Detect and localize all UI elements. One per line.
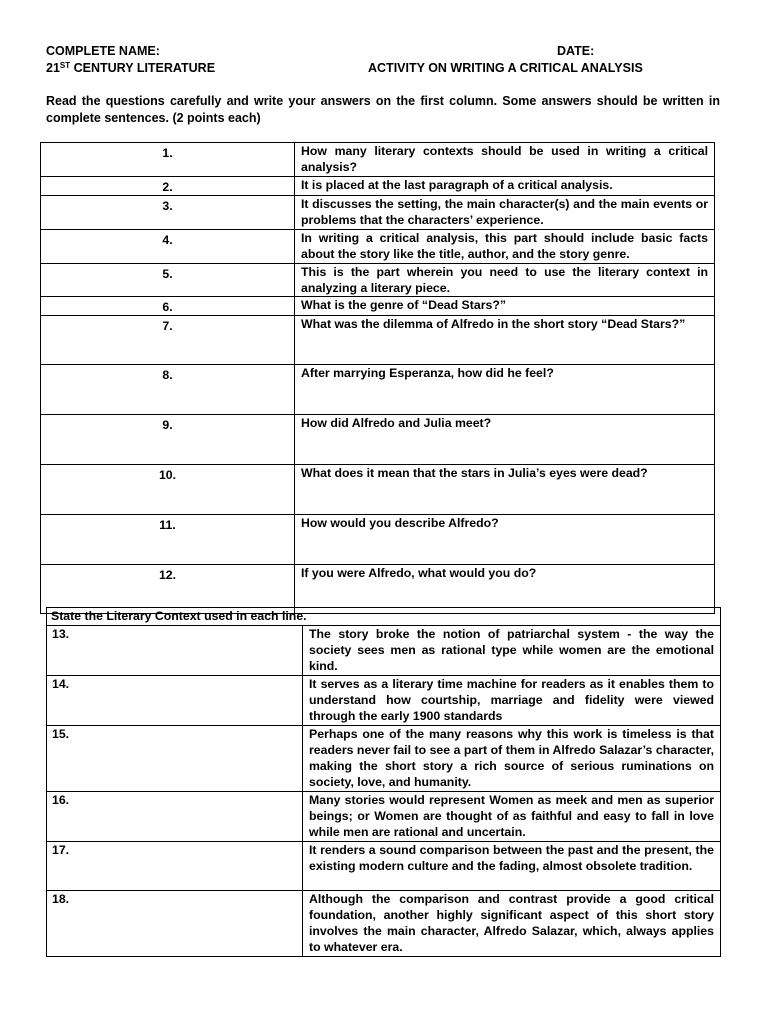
statement-text: Although the comparison and contrast provide a good critical foundation, another highly significant aspect of this short story involves the main character, Alfredo Salazar, which, always applies to whatever era. <box>303 890 721 956</box>
question-text: It is placed at the last paragraph of a critical analysis. <box>295 177 715 196</box>
table-row <box>47 675 721 725</box>
instructions: Read the questions carefully and write your answers on the first column. Some answers should be written in complete sentences. (2 points each) <box>46 94 720 125</box>
table-row <box>41 465 715 515</box>
table-row <box>47 890 721 956</box>
course-superscript: ST <box>59 61 71 70</box>
item-number: 5. <box>41 263 295 296</box>
item-number: 1. <box>41 143 295 177</box>
question-text: This is the part wherein you need to use the literary context in analyzing a literary piece. <box>295 263 715 296</box>
statement-text: Perhaps one of the many reasons why this work is timeless is that readers never fail to see a part of them in Alfredo Salazar’s character, making the short story a rich source of serious ruminations on society, love, and humanity. <box>303 725 721 791</box>
item-number: 4. <box>41 230 295 263</box>
table-row <box>41 196 715 230</box>
item-number: 3. <box>41 196 295 230</box>
item-number: 18. <box>47 890 303 956</box>
section-heading-row <box>47 608 721 626</box>
table-row <box>47 626 721 676</box>
question-text: If you were Alfredo, what would you do? <box>295 565 715 614</box>
question-text: How did Alfredo and Julia meet? <box>295 415 715 465</box>
item-number: 11. <box>41 515 295 565</box>
table-row <box>41 143 715 177</box>
item-number: 17. <box>47 841 303 890</box>
item-number: 2. <box>41 177 295 196</box>
question-text: In writing a critical analysis, this part should include basic facts about the story like the title, author, and the story genre. <box>295 230 715 263</box>
section-heading: State the Literary Context used in each line. <box>47 608 721 626</box>
table-row <box>41 515 715 565</box>
item-number: 16. <box>47 791 303 841</box>
course-title <box>46 61 215 76</box>
table-row <box>47 791 721 841</box>
question-text: After marrying Esperanza, how did he feel? <box>295 365 715 415</box>
item-number: 9. <box>41 415 295 465</box>
date-label: DATE: <box>557 44 595 58</box>
table-row <box>41 316 715 365</box>
table-row <box>41 263 715 296</box>
statement-text: Many stories would represent Women as meek and men as superior beings; or Women are thought of as faithful and easy to fall in love while men are rational and uncertain. <box>303 791 721 841</box>
item-number: 12. <box>41 565 295 614</box>
table-row <box>41 177 715 196</box>
table-row <box>41 415 715 465</box>
statement-text: It serves as a literary time machine for readers as it enables them to understand how courtship, marriage and fidelity were viewed through the early 1900 standards <box>303 675 721 725</box>
table-row <box>47 725 721 791</box>
questions-table-part-1 <box>40 142 715 614</box>
item-number: 14. <box>47 675 303 725</box>
table-row <box>41 365 715 415</box>
question-text: What was the dilemma of Alfredo in the short story “Dead Stars?” <box>295 316 715 365</box>
item-number: 13. <box>47 626 303 676</box>
question-text: What is the genre of “Dead Stars?” <box>295 297 715 316</box>
statement-text: The story broke the notion of patriarchal system - the way the society sees men as rational type while women are the emotional kind. <box>303 626 721 676</box>
statement-text: It renders a sound comparison between the past and the present, the existing modern culture and the fading, almost obsolete tradition. <box>303 841 721 890</box>
questions-table-part-2 <box>46 607 721 957</box>
course-prefix: 21 <box>46 61 60 75</box>
table-row <box>41 297 715 316</box>
item-number: 15. <box>47 725 303 791</box>
complete-name-label: COMPLETE NAME: <box>46 44 160 58</box>
table-row <box>41 230 715 263</box>
question-text: It discusses the setting, the main character(s) and the main events or problems that the characters’ experience. <box>295 196 715 230</box>
question-text: How would you describe Alfredo? <box>295 515 715 565</box>
item-number: 6. <box>41 297 295 316</box>
item-number: 10. <box>41 465 295 515</box>
activity-title: ACTIVITY ON WRITING A CRITICAL ANALYSIS <box>368 61 643 75</box>
table-row <box>47 841 721 890</box>
item-number: 7. <box>41 316 295 365</box>
question-text: How many literary contexts should be used in writing a critical analysis? <box>295 143 715 177</box>
course-name: CENTURY LITERATURE <box>70 61 216 75</box>
question-text: What does it mean that the stars in Julia’s eyes were dead? <box>295 465 715 515</box>
item-number: 8. <box>41 365 295 415</box>
